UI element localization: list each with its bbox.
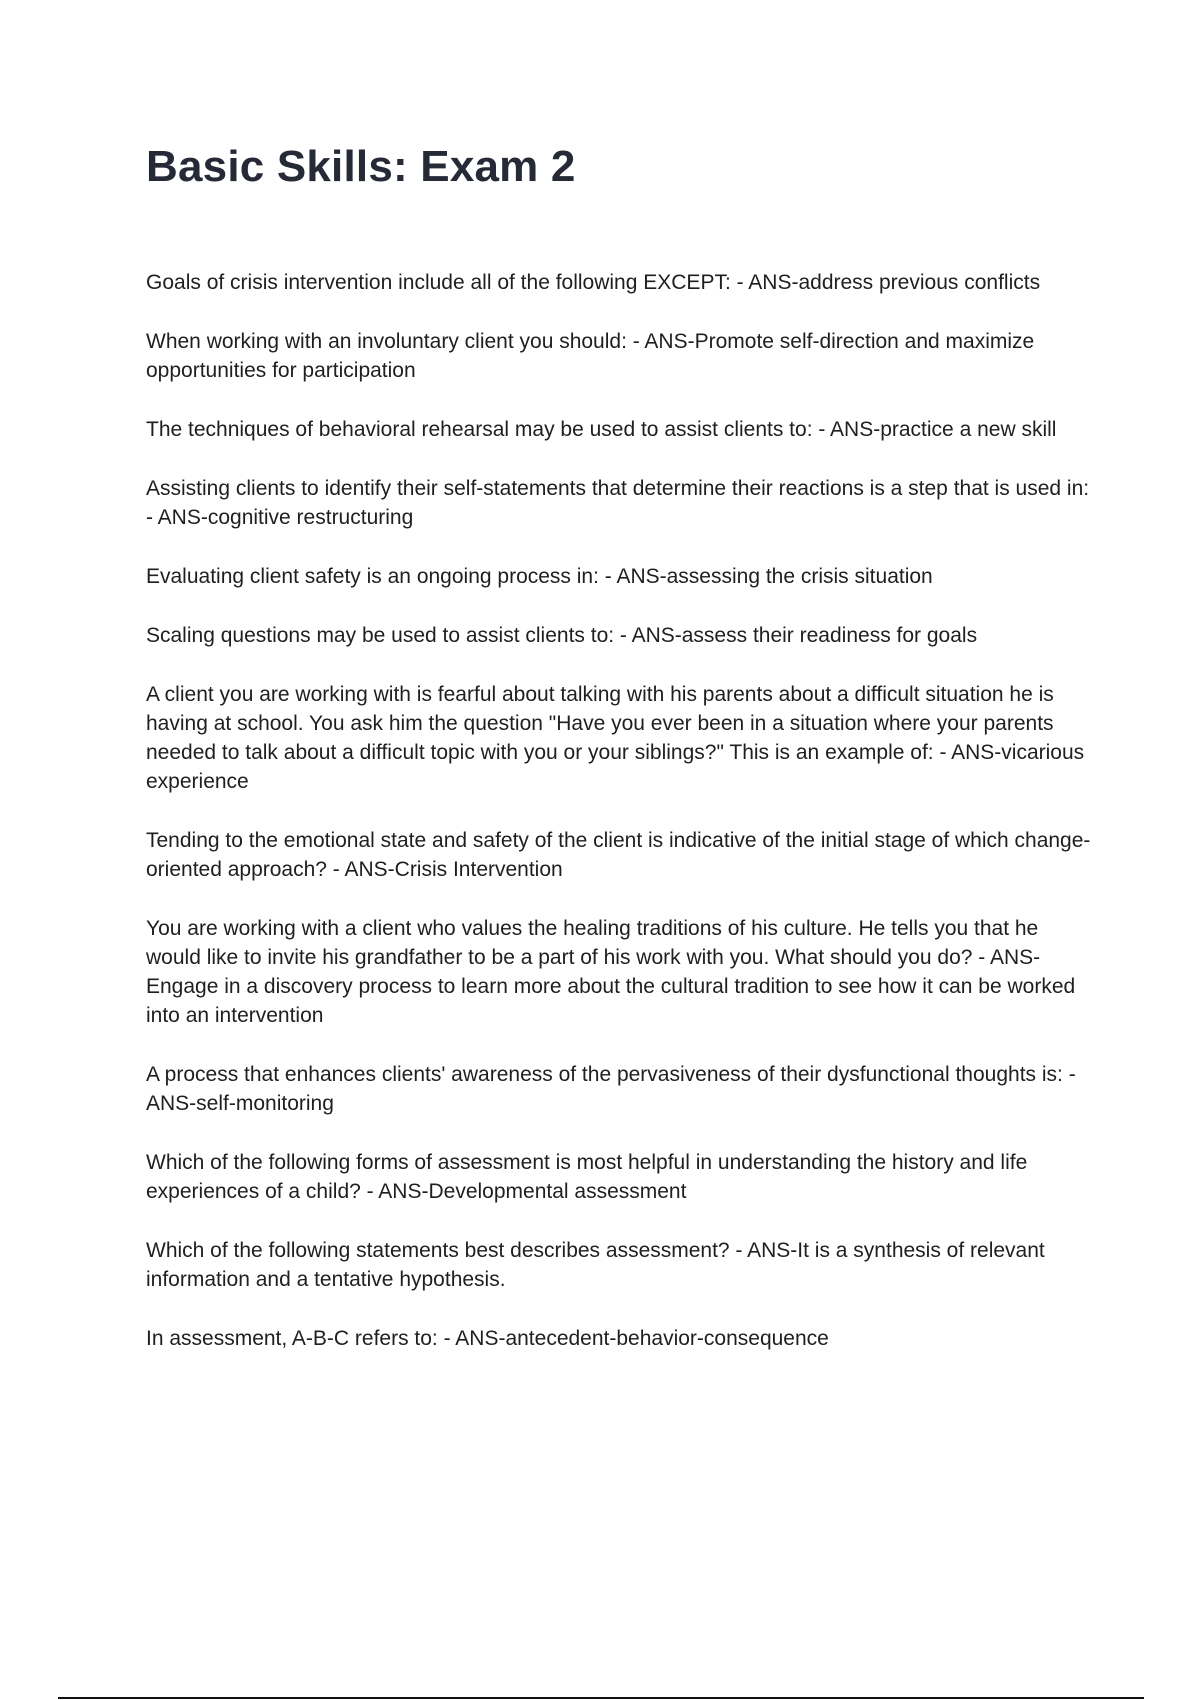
qa-item: When working with an involuntary client you should: - ANS-Promote self-direction and maximize opportunities for participation xyxy=(146,330,1035,382)
qa-item: Which of the following forms of assessment is most helpful in understanding the history and life experiences of a child? - ANS-Developmental assessment xyxy=(146,1151,1028,1203)
qa-item: A process that enhances clients' awareness of the pervasiveness of their dysfunctional thoughts is: - ANS-self-monitoring xyxy=(146,1063,1076,1115)
qa-item: Tending to the emotional state and safety of the client is indicative of the initial stage of which change-oriented approach? - ANS-Crisis Intervention xyxy=(146,829,1091,881)
qa-item: Goals of crisis intervention include all of the following EXCEPT: - ANS-address previous conflicts xyxy=(146,271,1041,294)
qa-item: In assessment, A-B-C refers to: - ANS-antecedent-behavior-consequence xyxy=(146,1327,829,1350)
qa-item: Assisting clients to identify their self-statements that determine their reactions is a step that is used in: - ANS-cognitive restructuring xyxy=(146,477,1090,529)
qa-item: The techniques of behavioral rehearsal may be used to assist clients to: - ANS-practice a new skill xyxy=(146,418,1057,441)
qa-item: You are working with a client who values the healing traditions of his culture. He tells you that he would like to invite his grandfather to be a part of his work with you. What should you do? - ANS-Engage in a discovery process to learn more about the cultural tradition to see how it can be worked into an intervention xyxy=(146,917,1076,1027)
question-answer-list xyxy=(146,268,1096,1383)
qa-item: A client you are working with is fearful about talking with his parents about a difficult situation he is having at school. You ask him the question "Have you ever been in a situation where your parents needed to talk about a difficult topic with you or your siblings?" This is an example of: - ANS-vicarious experience xyxy=(146,683,1085,793)
qa-item: Scaling questions may be used to assist clients to: - ANS-assess their readiness for goals xyxy=(146,624,978,647)
footer-divider xyxy=(58,1697,1144,1699)
qa-item: Evaluating client safety is an ongoing process in: - ANS-assessing the crisis situation xyxy=(146,565,933,588)
page-title: Basic Skills: Exam 2 xyxy=(146,142,576,191)
qa-item: Which of the following statements best describes assessment? - ANS-It is a synthesis of relevant information and a tentative hypothesis. xyxy=(146,1239,1045,1291)
